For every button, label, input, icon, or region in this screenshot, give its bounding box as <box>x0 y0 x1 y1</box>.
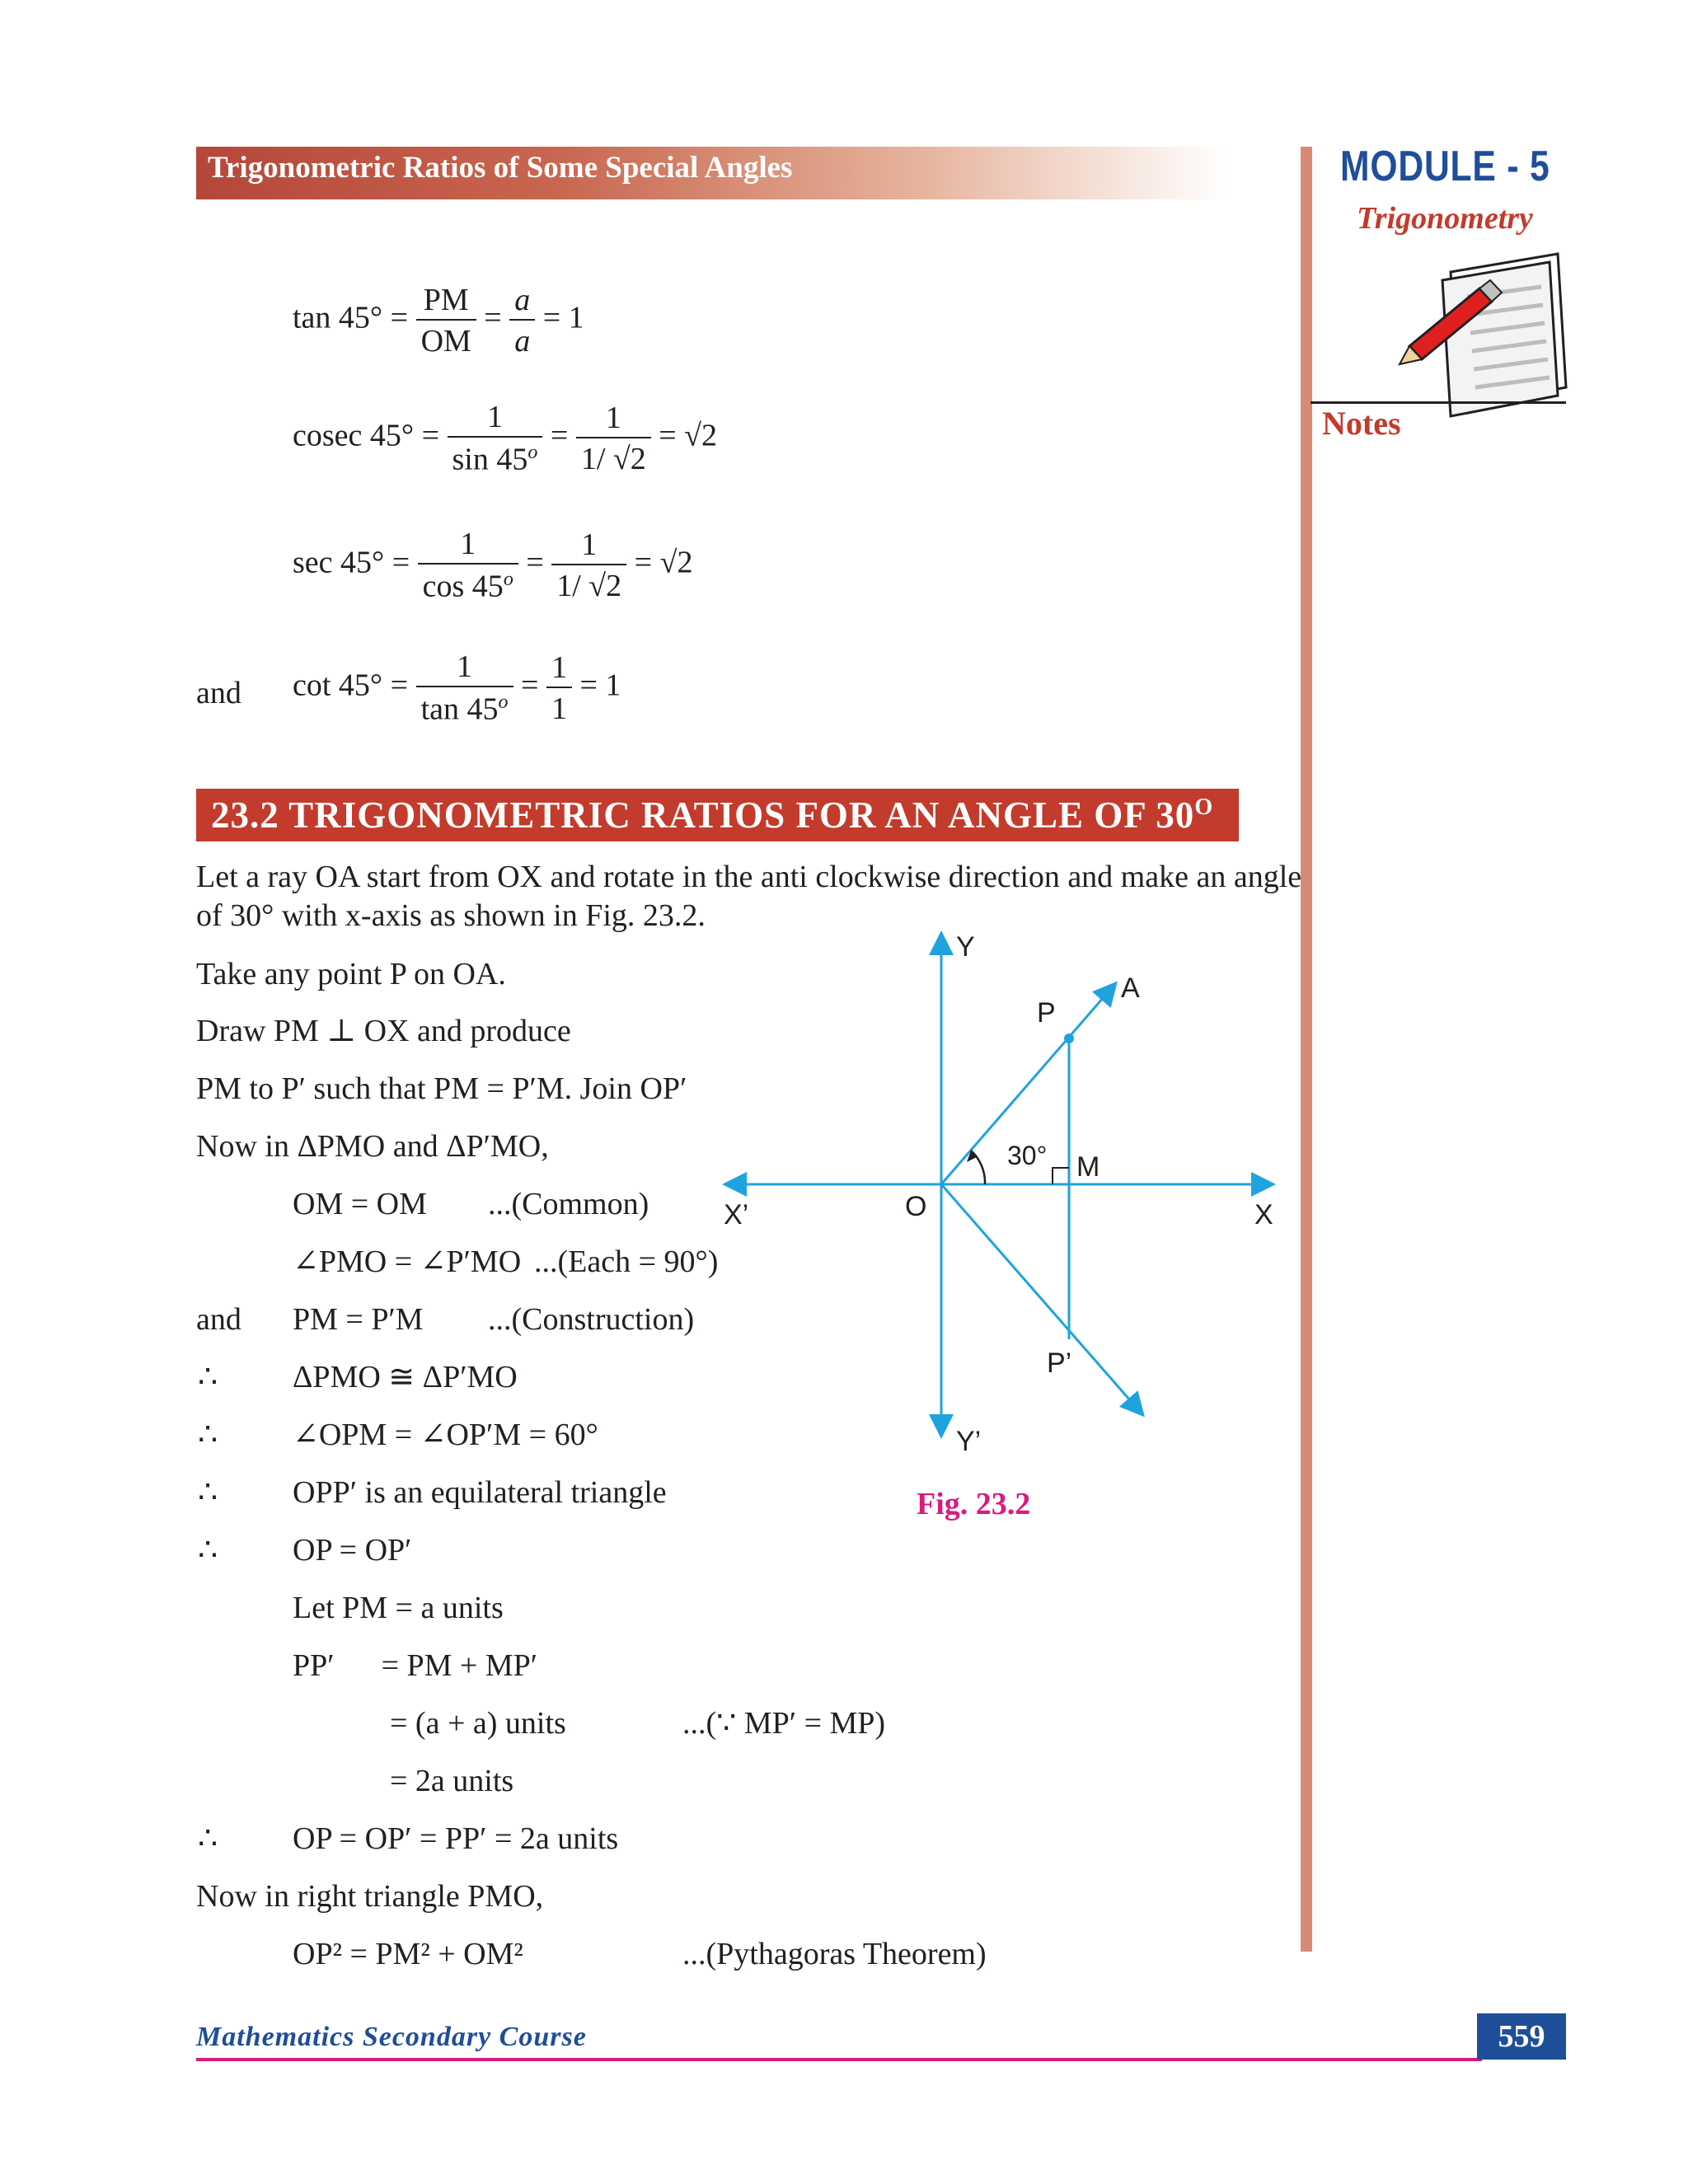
proof-reason: ...(Construction) <box>488 1302 695 1337</box>
label-angle: 30° <box>1007 1141 1048 1170</box>
label-Pprime: P’ <box>1047 1347 1072 1379</box>
page-number: 559 <box>1477 2013 1566 2060</box>
proof-stmt: ΔPMO ≅ ΔP′MO <box>293 1360 518 1394</box>
proof-stmt: OP = OP′ = PP′ = 2a units <box>293 1821 619 1856</box>
banner-title: Trigonometric Ratios of Some Special Angles <box>208 151 793 185</box>
eq-sec45: sec 45° = $\frac{1}{\cos 45^o}$ = $\frac{1}{1/ √2}$ = √2 <box>293 527 693 604</box>
proof-stmt: = 2a units <box>390 1764 514 1798</box>
proof-stmt: PM = P′M <box>293 1302 424 1337</box>
step-4: Now in ΔPMO and ΔP′MO, <box>196 1129 549 1164</box>
notes-pencil-icon <box>1393 247 1574 420</box>
proof-lead: ∴ <box>198 1475 218 1510</box>
fraction: $\frac{a}{a}$ <box>509 284 535 357</box>
proof-stmt: Let PM = a units <box>293 1591 504 1625</box>
proof-reason: ...(Pythagoras Theorem) <box>682 1937 987 1971</box>
side-bar <box>1301 147 1312 1952</box>
step-3: PM to P′ such that PM = P′M. Join OP′ <box>196 1071 687 1106</box>
proof-stmt: OPP′ is an equilateral triangle <box>293 1475 667 1510</box>
proof-stmt: OM = OM <box>293 1187 427 1221</box>
fraction: $\frac{1}{\tan 45^o}$ <box>416 651 513 725</box>
proof-lead: ∴ <box>198 1533 218 1568</box>
label-Xprime: X’ <box>724 1199 749 1230</box>
label-O: O <box>905 1191 927 1222</box>
proof-stmt: ∠PMO = ∠P′MO <box>293 1244 522 1279</box>
fraction: $\frac{1}{\sin 45^o}$ <box>448 401 543 476</box>
label-M: M <box>1076 1151 1100 1183</box>
label-P: P <box>1037 997 1056 1029</box>
point-P <box>1064 1033 1074 1043</box>
proof-lead: ∴ <box>198 1418 218 1452</box>
eq-cosec45: cosec 45° = $\frac{1}{\sin 45^o}$ = $\frac{1}{1/ √2}$ = √2 <box>293 400 718 477</box>
label-Y: Y <box>956 931 975 963</box>
proof-lead: and <box>196 1302 241 1337</box>
intro-line-2: of 30° with x-axis as shown in Fig. 23.2. <box>196 898 706 933</box>
subject-label: Trigonometry <box>1357 201 1533 236</box>
notes-label: Notes <box>1322 405 1401 442</box>
eq-lhs: tan 45° = <box>293 300 409 335</box>
fraction: $\frac{1}{1}$ <box>546 652 572 724</box>
proof-stmt: = (a + a) units <box>390 1706 566 1741</box>
figure-caption: Fig. 23.2 <box>917 1487 1031 1521</box>
fraction: $\frac{PM}{OM}$ <box>416 284 476 357</box>
ray-OPprime <box>941 1184 1142 1413</box>
section-title: 23.2 TRIGONOMETRIC RATIOS FOR AN ANGLE OF $30^O$ <box>211 794 1214 836</box>
intro-line-1: Let a ray OA start from OX and rotate in the anti clockwise direction and make an angle <box>196 860 1302 894</box>
proof-stmt: PP′ = PM + MP′ <box>293 1648 538 1683</box>
fraction: $\frac{1}{1/ √2}$ <box>551 529 626 602</box>
fraction: $\frac{1}{\cos 45^o}$ <box>418 528 518 602</box>
figure-23-2 <box>709 923 1302 1483</box>
label-Yprime: Y’ <box>956 1426 982 1457</box>
footer-course: Mathematics Secondary Course <box>196 2022 587 2052</box>
proof-stmt: Now in right triangle PMO, <box>196 1879 544 1914</box>
proof-reason: ...(Common) <box>488 1187 649 1221</box>
fraction: $\frac{1}{1/ √2}$ <box>576 402 651 475</box>
proof-stmt: OP² = PM² + OM² <box>293 1937 523 1971</box>
proof-stmt: ∠OPM = ∠OP′M = 60° <box>293 1418 598 1452</box>
and-label: and <box>196 676 241 710</box>
footer-rule <box>196 2058 1482 2061</box>
right-angle-mark <box>1053 1168 1069 1184</box>
proof-lead: ∴ <box>198 1360 218 1394</box>
proof-lead: ∴ <box>198 1821 218 1856</box>
eq-tan45: tan 45° = $\frac{PM}{OM}$ = $\frac{a}{a}$ = 1 <box>293 283 584 359</box>
eq-cot45: cot 45° = $\frac{1}{\tan 45^o}$ = $\frac{1}{1}$ = 1 <box>293 649 621 727</box>
label-A: A <box>1121 972 1140 1004</box>
step-2: Draw PM ⊥ OX and produce <box>196 1014 571 1048</box>
proof-reason: ...(Each = 90°) <box>534 1244 719 1279</box>
module-label: MODULE - 5 <box>1340 143 1550 190</box>
step-1: Take any point P on OA. <box>196 957 506 991</box>
label-X: X <box>1254 1199 1273 1230</box>
proof-stmt: OP = OP′ <box>293 1533 412 1568</box>
proof-reason: ...(∵ MP′ = MP) <box>682 1706 886 1741</box>
